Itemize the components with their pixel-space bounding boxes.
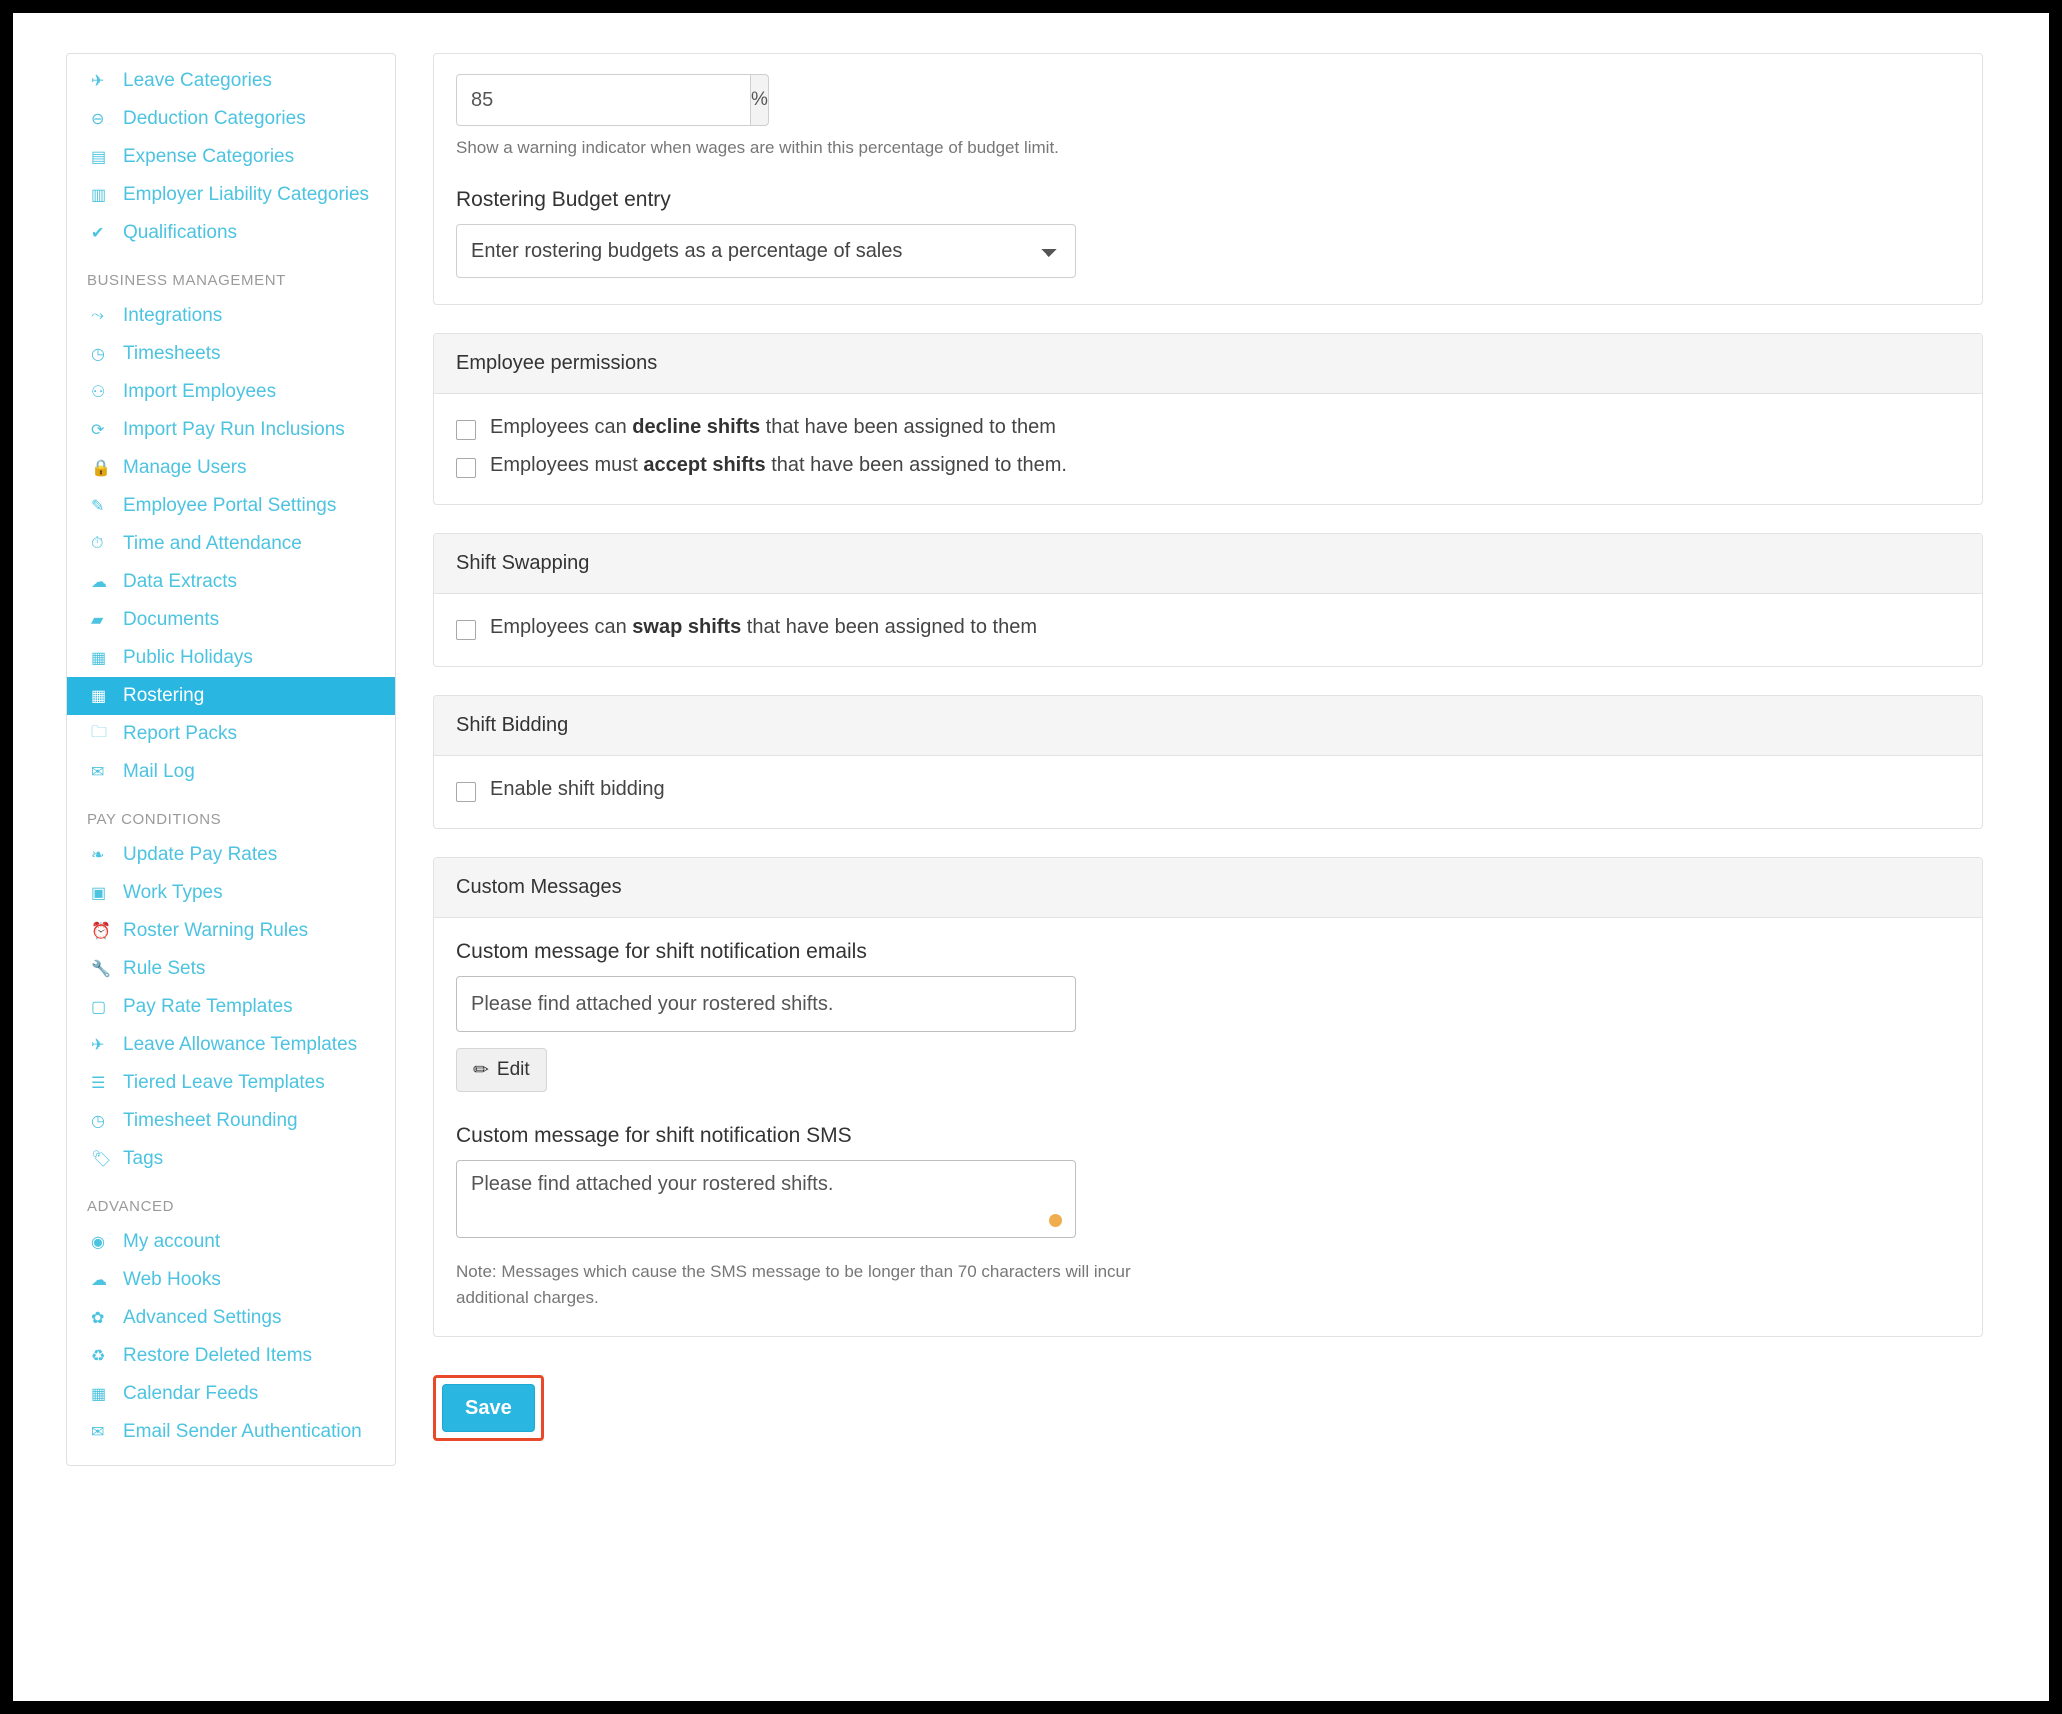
lock-icon: 🔒	[91, 460, 111, 477]
label-post: that have been assigned to them.	[765, 454, 1067, 476]
sidebar-item-label: Integrations	[123, 305, 223, 326]
calendar-icon: ▦	[91, 650, 107, 667]
permission-swap-shifts-label	[490, 616, 1037, 639]
sidebar-item-label: Roster Warning Rules	[123, 920, 309, 941]
sidebar-section-advanced: ADVANCED	[87, 1198, 175, 1215]
sidebar-item-integrations[interactable]	[67, 297, 395, 335]
sidebar-item-label: Tags	[123, 1148, 164, 1169]
sidebar-item-label: Manage Users	[123, 457, 247, 478]
clock-icon: ◷	[91, 1113, 105, 1130]
sidebar-item-label: Documents	[123, 609, 220, 630]
email-message-input[interactable]	[456, 976, 1076, 1032]
label-pre: Employees must	[490, 454, 644, 476]
spellcheck-indicator-icon	[1049, 1214, 1062, 1227]
check-icon: ✔	[91, 225, 105, 242]
permission-decline-shifts-label	[490, 416, 1056, 439]
rostering-budget-body	[434, 54, 1982, 304]
alarm-icon: ⏰	[91, 923, 111, 940]
permission-accept-shifts-checkbox[interactable]	[456, 458, 476, 478]
sidebar-item-label: Employee Portal Settings	[123, 495, 337, 516]
bar-chart-icon: ▥	[91, 187, 107, 204]
sidebar-item-label: Web Hooks	[123, 1269, 221, 1290]
shift-bidding-body	[434, 756, 1982, 828]
sidebar-item-label: Import Pay Run Inclusions	[123, 419, 345, 440]
budget-threshold-input[interactable]	[456, 74, 750, 126]
percent-addon: %	[750, 74, 769, 126]
enable-shift-bidding-label: Enable shift bidding	[490, 778, 665, 800]
sidebar-item-label: Update Pay Rates	[123, 844, 278, 865]
custom-messages-body	[434, 918, 1982, 1336]
layers-icon: ☰	[91, 1075, 106, 1092]
edit-button-label: Edit	[496, 1059, 530, 1080]
folder-icon: ▰	[91, 612, 104, 629]
browser-viewport	[13, 13, 2049, 1701]
permission-accept-shifts-row[interactable]	[456, 454, 1960, 478]
sidebar-item-work-types[interactable]	[67, 874, 395, 912]
envelope-icon: ✉	[91, 764, 105, 781]
stopwatch-icon: ⏱	[91, 535, 104, 552]
sidebar-item-documents[interactable]	[67, 601, 395, 639]
sidebar-item-timesheet-rounding[interactable]	[67, 1102, 395, 1140]
sidebar-item-rostering[interactable]	[67, 677, 395, 715]
sidebar-item-label: My account	[123, 1231, 221, 1252]
plane-icon: ✈	[91, 73, 105, 90]
sidebar-item-web-hooks[interactable]	[67, 1261, 395, 1299]
sidebar-section-pay-conditions: PAY CONDITIONS	[87, 811, 222, 828]
sidebar-item-label: Report Packs	[123, 723, 238, 744]
rostering-budget-entry-select[interactable]	[456, 224, 1076, 278]
budget-threshold-group	[456, 74, 768, 126]
tag-icon: 🏷	[91, 1151, 112, 1168]
sidebar-item-label: Timesheet Rounding	[123, 1110, 298, 1131]
rostering-budget-panel	[433, 53, 1983, 305]
sidebar-item-employer-liability-categories[interactable]	[67, 176, 395, 214]
sidebar-item-import-pay-run-inclusions[interactable]	[67, 411, 395, 449]
sidebar-item-restore-deleted-items[interactable]	[67, 1337, 395, 1375]
permission-swap-shifts-row[interactable]	[456, 616, 1960, 640]
sidebar-item-rule-sets[interactable]	[67, 950, 395, 988]
enable-shift-bidding-row[interactable]	[456, 778, 1960, 802]
money-icon: ❧	[91, 847, 105, 864]
sidebar-item-update-pay-rates[interactable]	[67, 836, 395, 874]
recycle-icon: ♻	[91, 1348, 106, 1365]
sidebar-item-label: Data Extracts	[123, 571, 238, 592]
share-icon: ⤳	[91, 307, 104, 324]
sidebar-item-expense-categories[interactable]	[67, 138, 395, 176]
sidebar-item-leave-categories[interactable]	[67, 62, 395, 100]
sidebar-item-advanced-settings[interactable]	[67, 1299, 395, 1337]
book-icon: ▤	[91, 149, 107, 166]
sidebar-item-label: Calendar Feeds	[123, 1383, 259, 1404]
envelope-icon: ✉	[91, 1424, 105, 1441]
label-strong: accept shifts	[643, 454, 766, 476]
sidebar-item-manage-users[interactable]	[67, 449, 395, 487]
permission-accept-shifts-label	[490, 454, 1067, 477]
save-button[interactable]: Save	[442, 1384, 535, 1432]
sidebar-item-public-holidays[interactable]	[67, 639, 395, 677]
sms-message-wrapper	[456, 1160, 1076, 1243]
sidebar-item-deduction-categories[interactable]	[67, 100, 395, 138]
sidebar-item-label: Tiered Leave Templates	[123, 1072, 325, 1093]
label-post: that have been assigned to them	[760, 416, 1056, 438]
rostering-budget-entry-label: Rostering Budget entry	[456, 188, 671, 211]
sidebar-item-employee-portal-settings[interactable]	[67, 487, 395, 525]
sidebar-item-label: Deduction Categories	[123, 108, 306, 129]
employee-permissions-body	[434, 394, 1982, 504]
label-pre: Employees can	[490, 416, 633, 438]
sms-message-label: Custom message for shift notification SMS	[456, 1124, 852, 1147]
sidebar-item-email-sender-authentication[interactable]	[67, 1413, 395, 1451]
custom-messages-panel	[433, 857, 1983, 1337]
sidebar-item-roster-warning-rules[interactable]	[67, 912, 395, 950]
wrench-icon: ✎	[91, 498, 105, 515]
settings-sidebar	[66, 53, 396, 1466]
sidebar-item-import-employees[interactable]	[67, 373, 395, 411]
gear-icon: ✿	[91, 1310, 105, 1327]
dollar-box-icon: ▢	[91, 999, 107, 1016]
sidebar-item-calendar-feeds[interactable]	[67, 1375, 395, 1413]
shift-bidding-title: Shift Bidding	[434, 696, 1982, 756]
permission-decline-shifts-checkbox[interactable]	[456, 420, 476, 440]
sms-message-textarea[interactable]	[456, 1160, 1076, 1238]
camera-icon: ▣	[91, 885, 107, 902]
sidebar-item-mail-log[interactable]	[67, 753, 395, 791]
plane-icon: ✈	[91, 1037, 105, 1054]
custom-messages-title: Custom Messages	[434, 858, 1982, 918]
label-post: that have been assigned to them	[741, 616, 1037, 638]
calendar-check-icon: ▦	[91, 688, 107, 705]
permission-decline-shifts-row[interactable]	[456, 416, 1960, 440]
refresh-icon: ⟳	[91, 422, 105, 439]
sidebar-item-label: Qualifications	[123, 222, 238, 243]
folder-open-icon: 🗀	[91, 723, 108, 741]
email-message-label: Custom message for shift notification emails	[456, 940, 867, 963]
sidebar-item-label: Leave Allowance Templates	[123, 1034, 358, 1055]
sidebar-item-report-packs[interactable]	[67, 715, 395, 753]
sidebar-item-tags[interactable]	[67, 1140, 395, 1178]
sidebar-item-pay-rate-templates[interactable]	[67, 988, 395, 1026]
sidebar-item-qualifications[interactable]	[67, 214, 395, 252]
hammer-icon: 🔧	[91, 961, 111, 978]
cloud-icon: ☁	[91, 574, 107, 591]
pencil-icon: ✏	[473, 1059, 489, 1081]
employee-permissions-title: Employee permissions	[434, 334, 1982, 394]
cloud-icon: ☁	[91, 1272, 107, 1289]
calendar-icon: ▦	[91, 1386, 107, 1403]
sidebar-item-label: Import Employees	[123, 381, 277, 402]
shift-swapping-panel	[433, 533, 1983, 667]
save-highlight	[433, 1375, 544, 1441]
sidebar-item-leave-allowance-templates[interactable]	[67, 1026, 395, 1064]
user-circle-icon: ◉	[91, 1234, 105, 1251]
label-strong: swap shifts	[632, 616, 742, 638]
shift-bidding-panel	[433, 695, 1983, 829]
edit-email-message-button[interactable]	[456, 1048, 547, 1092]
minus-circle-icon: ⊖	[91, 111, 105, 128]
settings-main-content	[433, 53, 1983, 1441]
sidebar-item-label: Restore Deleted Items	[123, 1345, 313, 1366]
sidebar-item-data-extracts[interactable]	[67, 563, 395, 601]
enable-shift-bidding-checkbox[interactable]	[456, 782, 476, 802]
label-pre: Employees can	[490, 616, 633, 638]
sidebar-item-my-account[interactable]	[67, 1223, 395, 1261]
sidebar-item-label: Pay Rate Templates	[123, 996, 293, 1017]
sidebar-item-label: Advanced Settings	[123, 1307, 282, 1328]
shift-swapping-title: Shift Swapping	[434, 534, 1982, 594]
shift-swapping-body	[434, 594, 1982, 666]
sidebar-item-time-and-attendance[interactable]	[67, 525, 395, 563]
sidebar-item-timesheets[interactable]	[67, 335, 395, 373]
sidebar-item-label: Employer Liability Categories	[123, 184, 370, 205]
clock-icon: ◷	[91, 346, 105, 363]
people-icon: ⚇	[91, 384, 106, 401]
sidebar-item-label: Leave Categories	[123, 70, 272, 91]
sidebar-item-label: Rule Sets	[123, 958, 206, 979]
sidebar-item-label: Public Holidays	[123, 647, 253, 668]
sidebar-item-tiered-leave-templates[interactable]	[67, 1064, 395, 1102]
sidebar-item-label: Work Types	[123, 882, 223, 903]
employee-permissions-panel	[433, 333, 1983, 505]
sidebar-item-label: Expense Categories	[123, 146, 295, 167]
sidebar-item-label: Timesheets	[123, 343, 221, 364]
sidebar-item-label: Time and Attendance	[123, 533, 302, 554]
permission-swap-shifts-checkbox[interactable]	[456, 620, 476, 640]
rostering-settings-page	[13, 13, 2049, 1701]
budget-threshold-help: Show a warning indicator when wages are within this percentage of budget limit.	[456, 138, 1059, 157]
sidebar-item-label: Email Sender Authentication	[123, 1421, 362, 1442]
sidebar-section-business-management: BUSINESS MANAGEMENT	[87, 272, 286, 289]
sms-note: Note: Messages which cause the SMS message to be longer than 70 characters will incur additional charges.	[456, 1262, 1131, 1307]
sidebar-item-label: Mail Log	[123, 761, 195, 782]
label-strong: decline shifts	[632, 416, 761, 438]
sidebar-item-label: Rostering	[123, 685, 205, 706]
